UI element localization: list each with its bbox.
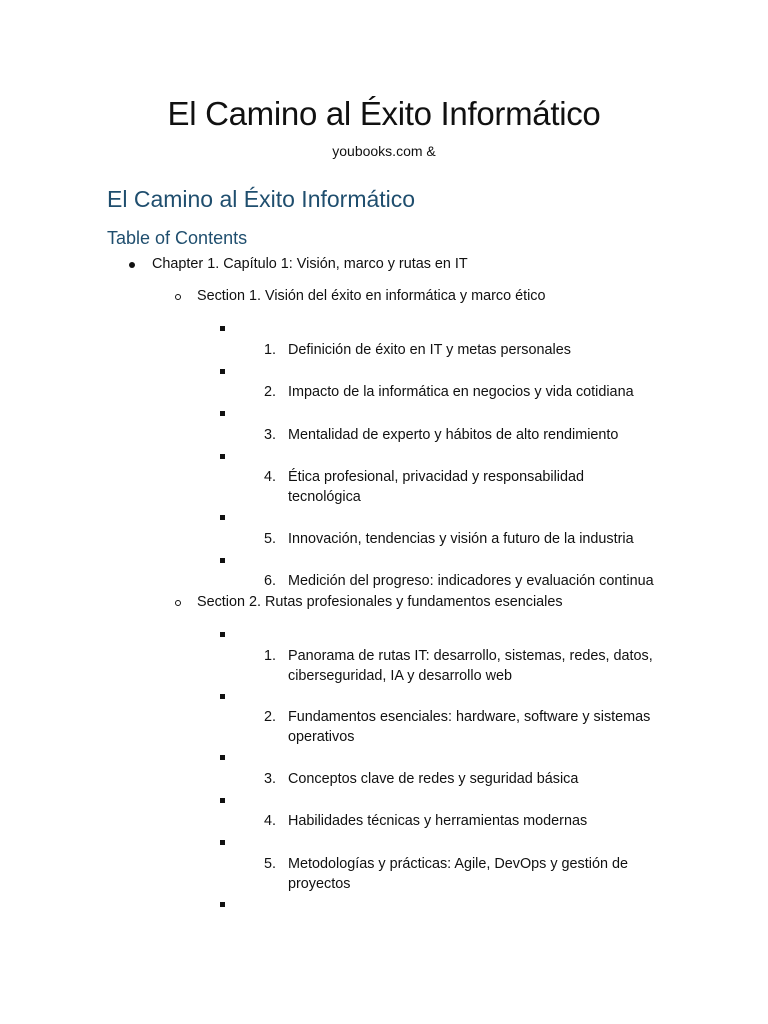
list-item-number: 4. bbox=[264, 813, 277, 829]
toc-item[interactable]: Ética profesional, privacidad y responsabilidad tecnológica bbox=[288, 469, 584, 505]
square-bullet-icon bbox=[220, 326, 225, 331]
list-item-number: 3. bbox=[264, 771, 277, 787]
square-bullet-icon bbox=[220, 454, 225, 459]
toc-item[interactable]: Definición de éxito en IT y metas personales bbox=[288, 342, 571, 358]
toc-item[interactable]: Medición del progreso: indicadores y evaluación continua bbox=[288, 573, 654, 589]
chapter-bullet-icon bbox=[129, 262, 135, 268]
square-bullet-icon bbox=[220, 902, 225, 907]
toc-chapter-1[interactable]: Chapter 1. Capítulo 1: Visión, marco y rutas en IT bbox=[152, 256, 468, 272]
square-bullet-icon bbox=[220, 840, 225, 845]
list-item-number: 3. bbox=[264, 427, 277, 443]
list-item-number: 1. bbox=[264, 648, 277, 664]
toc-section-1[interactable]: Section 1. Visión del éxito en informática y marco ético bbox=[197, 288, 546, 304]
toc-heading: Table of Contents bbox=[107, 228, 248, 248]
document-title: El Camino al Éxito Informático bbox=[167, 95, 601, 132]
list-item-number: 1. bbox=[264, 342, 277, 358]
toc-item[interactable]: Fundamentos esenciales: hardware, software y sistemas operativos bbox=[288, 709, 651, 745]
square-bullet-icon bbox=[220, 632, 225, 637]
toc-item[interactable]: Panorama de rutas IT: desarrollo, sistemas, redes, datos, ciberseguridad, IA y desarrollo web bbox=[288, 648, 653, 684]
list-item-number: 2. bbox=[264, 384, 277, 400]
list-item-number: 4. bbox=[264, 469, 277, 485]
heading-1: El Camino al Éxito Informático bbox=[107, 186, 416, 212]
section-bullet-icon bbox=[175, 294, 181, 300]
list-item-number: 6. bbox=[264, 573, 277, 589]
toc-item[interactable]: Habilidades técnicas y herramientas modernas bbox=[288, 813, 588, 829]
toc-item[interactable]: Impacto de la informática en negocios y vida cotidiana bbox=[288, 384, 634, 400]
square-bullet-icon bbox=[220, 515, 225, 520]
square-bullet-icon bbox=[220, 411, 225, 416]
list-item-number: 2. bbox=[264, 709, 277, 725]
toc-item[interactable]: Metodologías y prácticas: Agile, DevOps y gestión de proyectos bbox=[288, 856, 628, 892]
list-item-number: 5. bbox=[264, 531, 277, 547]
square-bullet-icon bbox=[220, 798, 225, 803]
square-bullet-icon bbox=[220, 755, 225, 760]
section-bullet-icon bbox=[175, 600, 181, 606]
square-bullet-icon bbox=[220, 694, 225, 699]
document-subtitle: youbooks.com & bbox=[332, 143, 436, 159]
toc-item[interactable]: Mentalidad de experto y hábitos de alto rendimiento bbox=[288, 427, 619, 443]
square-bullet-icon bbox=[220, 369, 225, 374]
toc-item[interactable]: Innovación, tendencias y visión a futuro de la industria bbox=[288, 531, 634, 547]
toc-item[interactable]: Conceptos clave de redes y seguridad básica bbox=[288, 771, 579, 787]
square-bullet-icon bbox=[220, 558, 225, 563]
toc-section-2[interactable]: Section 2. Rutas profesionales y fundamentos esenciales bbox=[197, 594, 563, 610]
list-item-number: 5. bbox=[264, 856, 277, 872]
